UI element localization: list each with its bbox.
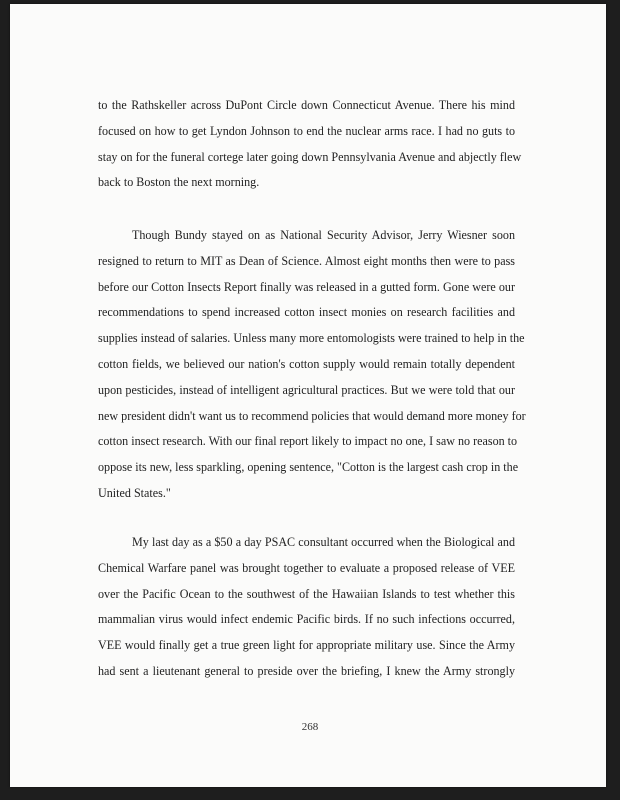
page-number: 268 bbox=[301, 721, 319, 733]
text-line: resigned to return to MIT as Dean of Science. Almost eight months then were to pass bbox=[98, 253, 515, 268]
text-line: upon pesticides, instead of intelligent agricultural practices. But we were told that our bbox=[98, 382, 515, 397]
text-line: back to Boston the next morning. bbox=[98, 175, 260, 190]
text-line: before our Cotton Insects Report finally was released in a gutted form. Gone were our bbox=[98, 279, 515, 294]
text-line: cotton fields, we believed our nation's cotton supply would remain totally dependent bbox=[98, 356, 515, 371]
text-line: focused on how to get Lyndon Johnson to end the nuclear arms race. I had no guts to bbox=[98, 123, 515, 138]
body-paragraph-1 bbox=[98, 93, 522, 196]
text-line: Chemical Warfare panel was brought together to evaluate a proposed release of VEE bbox=[98, 560, 515, 575]
body-paragraph-3 bbox=[98, 530, 515, 685]
text-line: over the Pacific Ocean to the southwest of the Hawaiian Islands to test whether this bbox=[98, 586, 515, 601]
paragraph bbox=[98, 223, 526, 507]
text-line: VEE would finally get a true green light for appropriate military use. Since the Army bbox=[98, 638, 515, 653]
text-line: Though Bundy stayed on as National Security Advisor, Jerry Wiesner soon bbox=[132, 228, 515, 242]
body-paragraph-2 bbox=[98, 223, 526, 507]
paragraph bbox=[98, 93, 522, 196]
text-line: United States." bbox=[98, 485, 171, 500]
text-line: supplies instead of salaries. Unless many more entomologists were trained to help in the bbox=[98, 331, 525, 346]
text-line: recommendations to spend increased cotton insect monies on research facilities and bbox=[98, 305, 515, 320]
text-line: had sent a lieutenant general to preside over the briefing, I knew the Army strongly bbox=[98, 663, 515, 678]
paragraph bbox=[98, 530, 515, 685]
text-line: mammalian virus would infect endemic Pacific birds. If no such infections occurred, bbox=[98, 612, 515, 627]
text-line: cotton insect research. With our final report likely to impact no one, I saw no reason to bbox=[98, 434, 518, 449]
text-line: My last day as a $50 a day PSAC consultant occurred when the Biological and bbox=[132, 535, 515, 549]
text-line: to the Rathskeller across DuPont Circle down Connecticut Avenue. There his mind bbox=[98, 98, 515, 112]
text-line: new president didn't want us to recommend policies that would demand more money for bbox=[98, 408, 526, 423]
text-line: oppose its new, less sparkling, opening sentence, "Cotton is the largest cash crop in the bbox=[98, 460, 519, 475]
text-line: stay on for the funeral cortege later going down Pennsylvania Avenue and abjectly flew bbox=[98, 149, 522, 164]
